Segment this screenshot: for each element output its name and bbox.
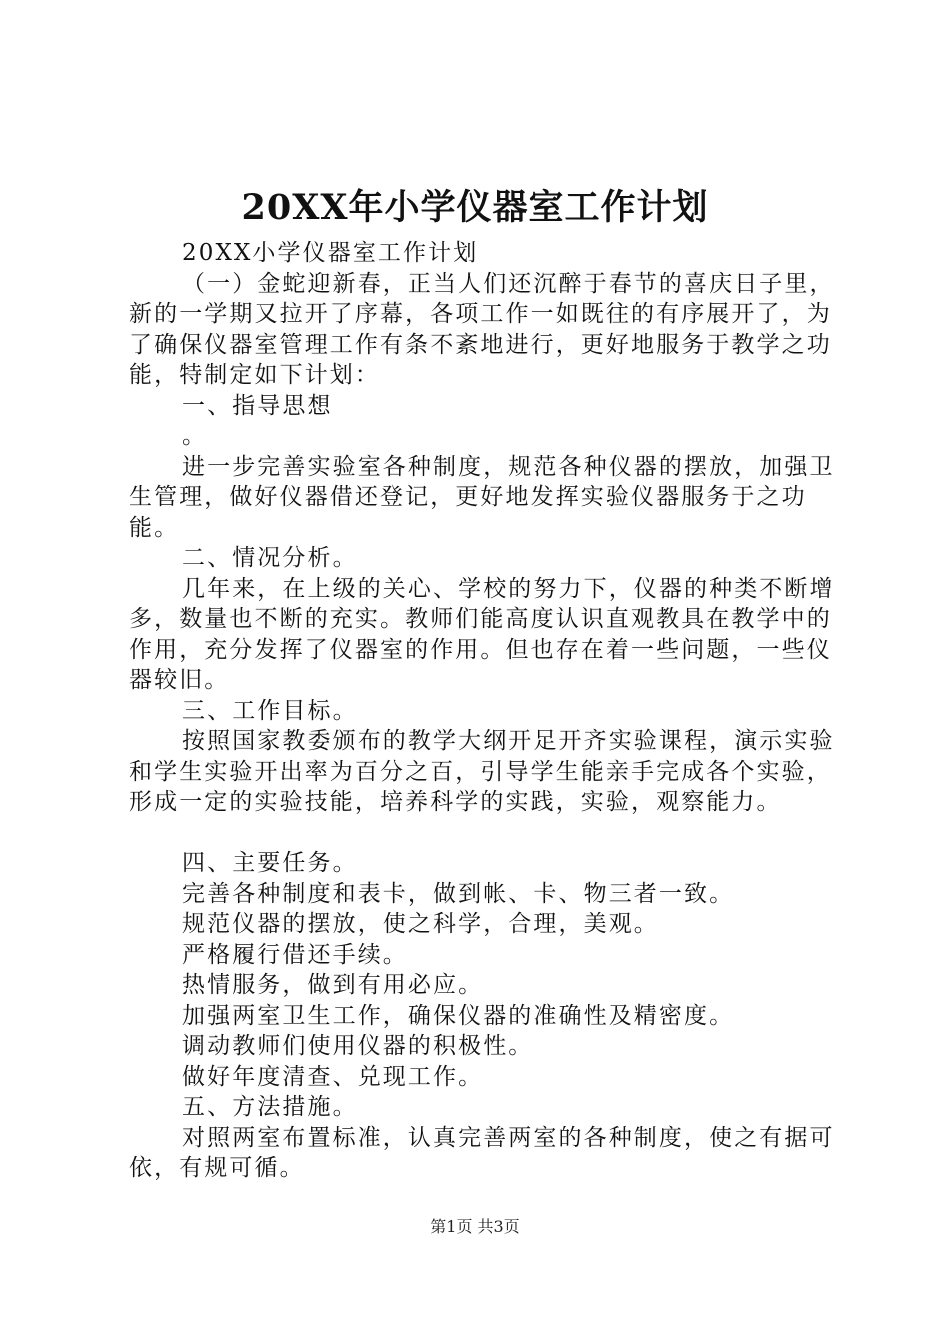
task-item: 调动教师们使用仪器的积极性。 xyxy=(182,1033,534,1059)
task-item: 热情服务，做到有用必应。 xyxy=(182,972,484,998)
methods-paragraph: 对照两室布置标准，认真完善两室的各种制度，使之有据可依，有规可循。 xyxy=(129,1124,835,1181)
guiding-thought-paragraph: 进一步完善实验室各种制度，规范各种仪器的摆放，加强卫生管理，做好仪器借还登记，更好地发挥实验仪器服务于之功能。 xyxy=(129,453,835,541)
task-item: 严格履行借还手续。 xyxy=(182,941,408,968)
situation-analysis-paragraph: 几年来，在上级的关心、学校的努力下，仪器的种类不断增多，数量也不断的充实。教师们能高度认识直观教具在教学中的作用，充分发挥了仪器室的作用。但也存在着一些问题，一些仪器较旧。 xyxy=(129,575,835,693)
stray-period-line: 。 xyxy=(182,423,208,449)
task-item: 规范仪器的摆放，使之科学，合理，美观。 xyxy=(182,911,659,937)
intro-paragraph: （一）金蛇迎新春，正当人们还沉醉于春节的喜庆日子里，新的一学期又拉开了序幕，各项工作一如既往的有序展开了，为了确保仪器室管理工作有条不紊地进行，更好地服务于教学之功能，特制定如下计划： xyxy=(129,270,835,388)
subtitle-paragraph: 20XX小学仪器室工作计划 xyxy=(182,240,479,266)
section-heading-guiding-thought: 一、指导思想 xyxy=(182,392,333,419)
section-heading-main-tasks: 四、主要任务。 xyxy=(182,850,358,876)
section-heading-work-goals: 三、工作目标。 xyxy=(182,697,358,724)
page-number-footer: 第1页 共3页 xyxy=(430,1217,520,1236)
task-item: 做好年度清查、兑现工作。 xyxy=(182,1063,484,1090)
document-body xyxy=(129,238,849,1184)
task-item: 完善各种制度和表卡，做到帐、卡、物三者一致。 xyxy=(182,880,735,907)
task-item: 加强两室卫生工作，确保仪器的准确性及精密度。 xyxy=(182,1002,735,1029)
section-heading-methods: 五、方法措施。 xyxy=(182,1094,358,1120)
work-goals-paragraph: 按照国家教委颁布的教学大纲开足开齐实验课程，演示实验和学生实验开出率为百分之百，引导学生能亲手完成各个实验，形成一定的实验技能，培养科学的实践，实验，观察能力。 xyxy=(129,728,835,815)
section-heading-situation-analysis: 二、情况分析。 xyxy=(182,545,358,571)
blank-line xyxy=(129,818,849,849)
document-title: 20XX年小学仪器室工作计划 xyxy=(241,187,709,228)
